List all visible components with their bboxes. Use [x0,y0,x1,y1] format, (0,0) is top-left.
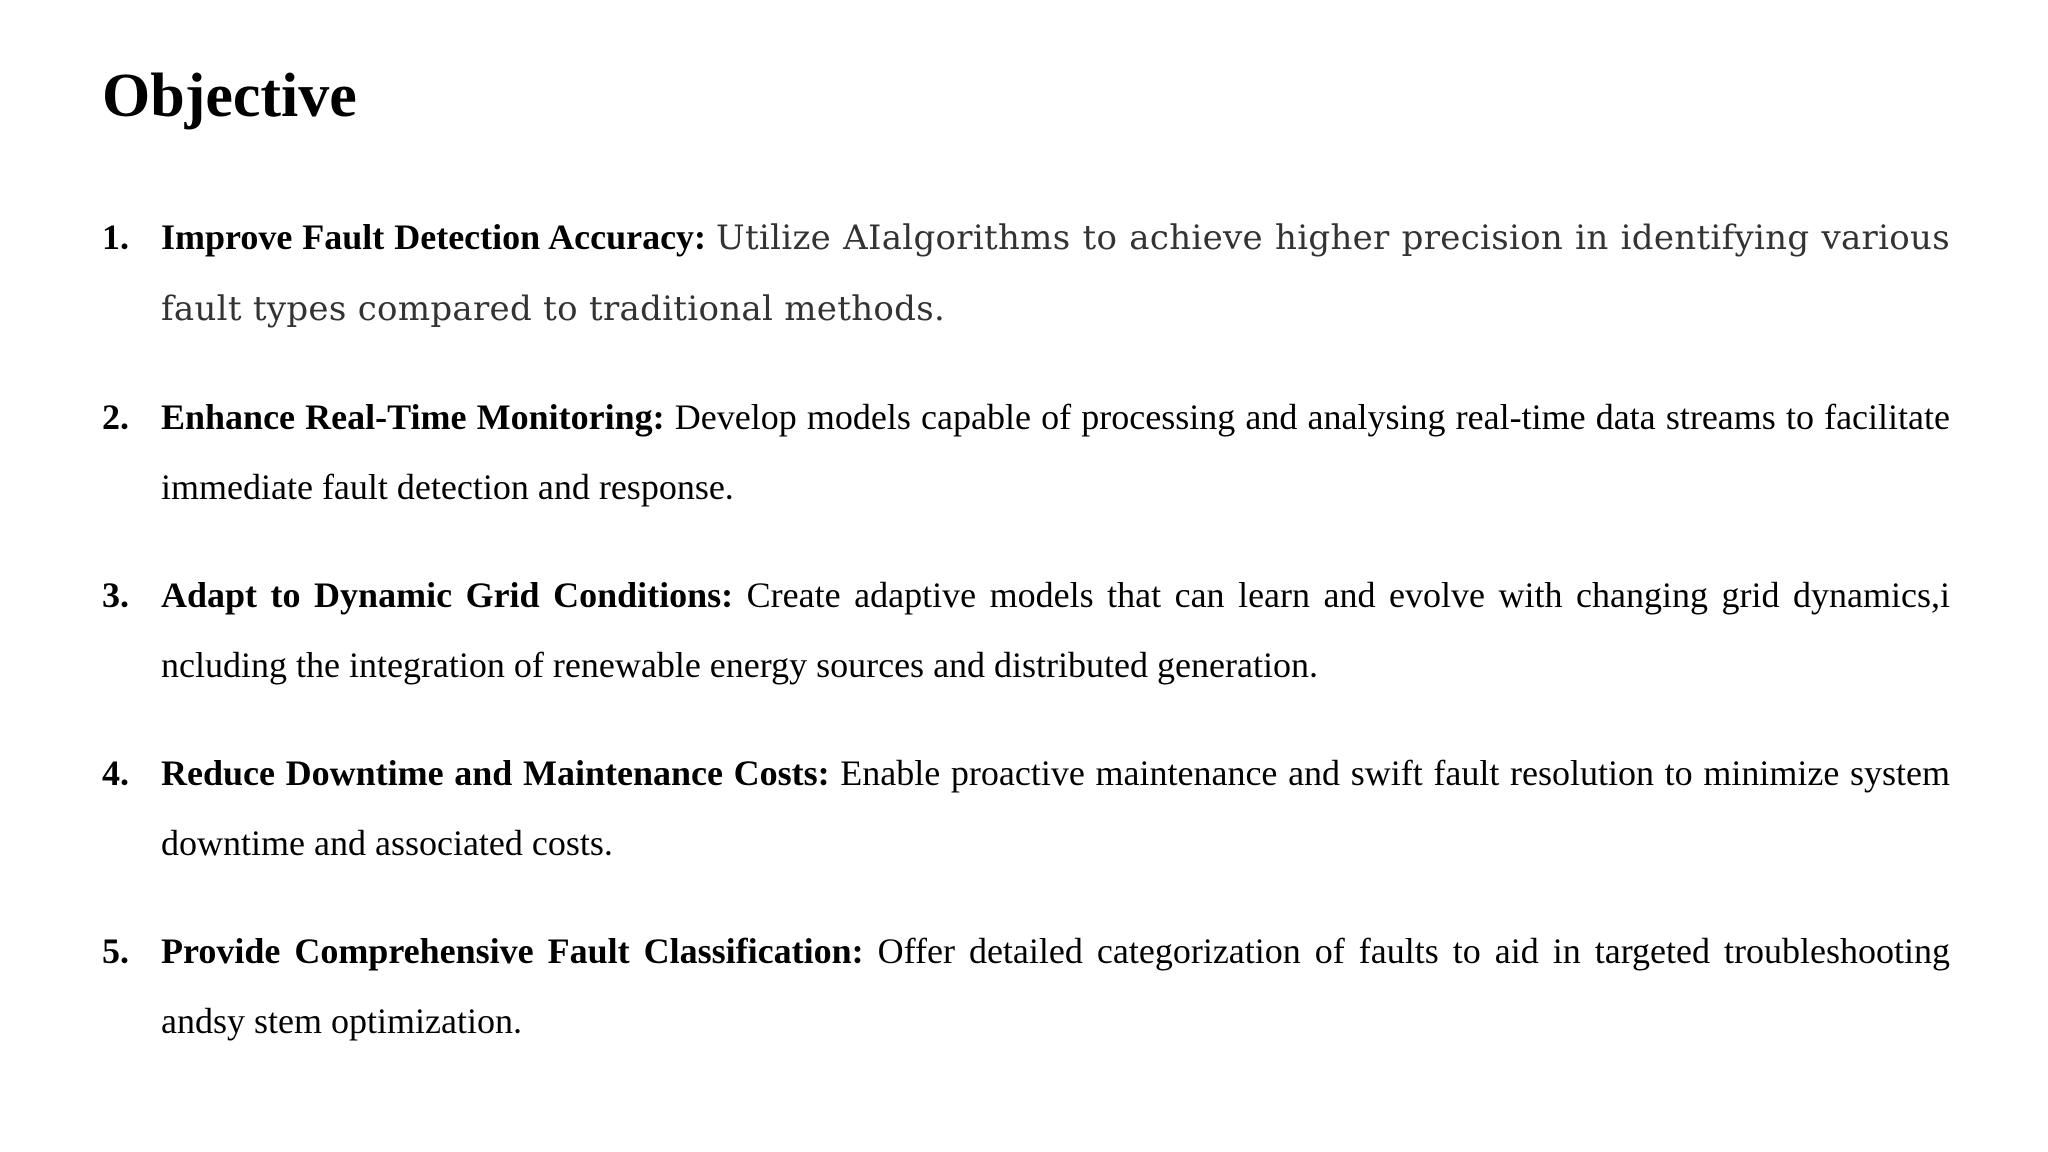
item-heading: Adapt to Dynamic Grid Conditions: [161,575,747,615]
item-heading: Enhance Real-Time Monitoring: [161,397,675,437]
item-number: 1. [102,217,129,257]
item-number: 2. [102,397,129,437]
page-title: Objective [102,62,357,130]
item-body: Utilize AIalgorithms to achieve higher precision in identifying various fault types compared to traditional methods. [161,218,1950,329]
objective-item-5 [102,916,1950,1056]
item-number: 3. [102,575,129,615]
objective-item-3 [102,560,1950,700]
item-heading: Improve Fault Detection Accuracy: [161,217,716,257]
item-body: Create adaptive models that can learn and evolve with changing grid dynamics,i ncluding the integration of renewable energy sources and distributed generation. [161,575,1951,685]
item-heading: Reduce Downtime and Maintenance Costs: [161,753,841,793]
item-body: Offer detailed categorization of faults to aid in targeted troubleshooting andsy stem optimization. [161,931,1951,1041]
item-body: Develop models capable of processing and analysing real-time data streams to facilitate immediate fault detection and response. [161,397,1951,507]
objective-item-2 [102,382,1950,522]
objective-item-1 [102,202,1950,344]
objective-list [102,202,1950,1094]
item-number: 5. [102,931,129,971]
item-number: 4. [102,753,129,793]
item-heading: Provide Comprehensive Fault Classification: [161,931,878,971]
item-body: Enable proactive maintenance and swift fault resolution to minimize system downtime and associated costs. [161,753,1950,863]
objective-item-4 [102,738,1950,878]
